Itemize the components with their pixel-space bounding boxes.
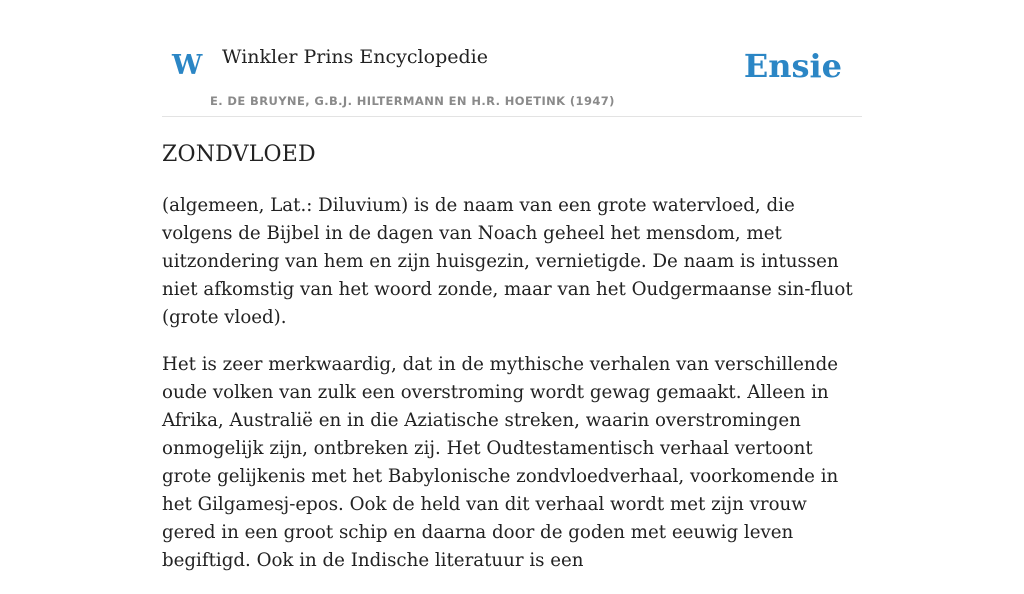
article	[162, 140, 862, 594]
ensie-logo-link[interactable]: Ensie	[743, 47, 842, 85]
winkler-prins-logo[interactable]: W	[172, 50, 203, 81]
article-paragraph: (algemeen, Lat.: Diluvium) is de naam van een grote watervloed, die volgens de Bijbel in de dagen van Noach geheel het mensdom, met uitzondering van hem en zijn huisgezin, vernietigde. De naam is intussen niet afkomstig van het woord zonde, maar van het Oudgermaanse sin-fluot (grote vloed).	[162, 195, 853, 328]
source-title[interactable]: Winkler Prins Encyclopedie	[222, 46, 488, 68]
article-paragraph: Het is zeer merkwaardig, dat in de mythische verhalen van verschillende oude volken van zulk een overstroming wordt gewag gemaakt. Alleen in Afrika, Australië en in die Aziatische streken, waarin overstromingen onmogelijk zijn, ontbreken zij. Het Oudtestamentisch verhaal vertoont grote gelijkenis met het Babylonische zondvloedverhaal, voorkomende in het Gilgamesj-epos. Ook de held van dit verhaal wordt met zijn vrouw gered in een groot schip en daarna door de goden met eeuwig leven begiftigd. Ook in de Indische literatuur is een	[162, 354, 839, 571]
source-header	[162, 0, 862, 117]
article-title: ZONDVLOED	[162, 142, 316, 167]
source-authors: E. DE BRUYNE, G.B.J. HILTERMANN EN H.R. HOETINK (1947)	[210, 94, 615, 108]
